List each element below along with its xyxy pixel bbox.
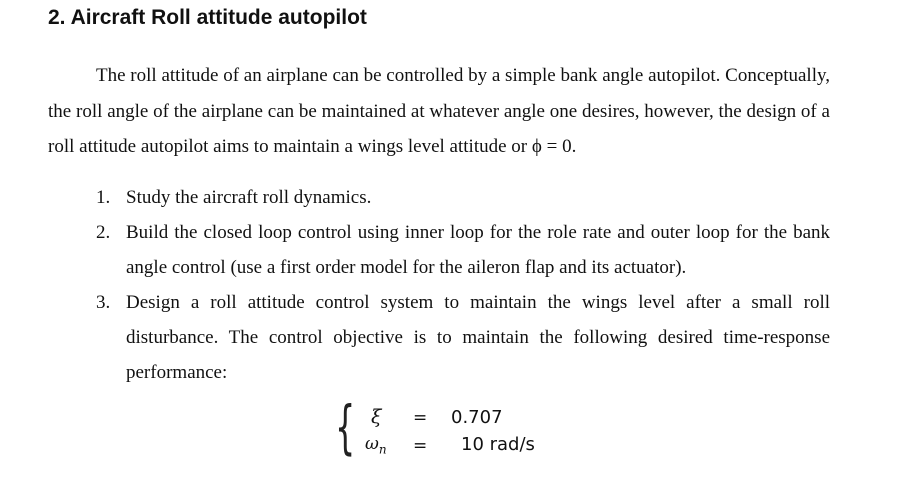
equals-sign: =	[413, 436, 428, 456]
damping-ratio-value: 0.707	[451, 407, 503, 428]
performance-equations	[335, 393, 555, 466]
list-item-number: 3.	[96, 292, 111, 313]
section-heading: 2. Aircraft Roll attitude autopilot	[48, 6, 367, 29]
natural-frequency-value: 10 rad/s	[461, 434, 535, 455]
intro-paragraph: The roll attitude of an airplane can be controlled by a simple bank angle autopilot. Conceptually, the roll angle of the airplane can be maintained at whatever angle one desires, however, the design of a roll attitude autopilot aims to maintain a wings level attitude or ϕ = 0.	[48, 65, 830, 157]
list-item	[96, 215, 830, 285]
equals-sign: =	[413, 408, 428, 428]
natural-frequency-symbol	[365, 434, 387, 456]
list-item	[96, 180, 830, 215]
omega-subscript: n	[378, 442, 387, 457]
list-item-text: Study the aircraft roll dynamics.	[126, 187, 372, 208]
left-brace: {	[335, 393, 356, 461]
damping-ratio-symbol: ξ	[371, 406, 382, 428]
list-item-number: 2.	[96, 222, 111, 243]
task-list	[96, 180, 830, 390]
list-item	[96, 285, 830, 390]
list-item-number: 1.	[96, 187, 111, 208]
list-item-text: Design a roll attitude control system to maintain the wings level after a small roll disturbance. The control objective is to maintain the following desired time-response performance:	[126, 292, 830, 383]
omega-symbol: ω	[365, 434, 379, 454]
list-item-text: Build the closed loop control using inner loop for the role rate and outer loop for the bank angle control (use a first order model for the aileron flap and its actuator).	[126, 222, 830, 278]
